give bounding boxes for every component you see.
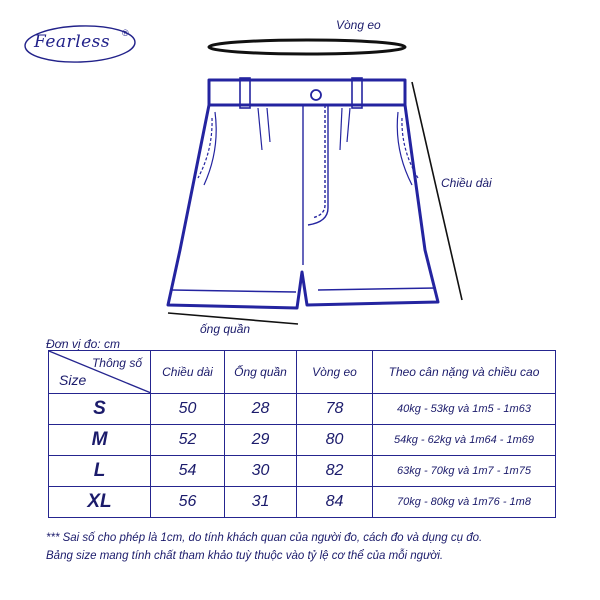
- header-fit: Theo cân nặng và chiều cao: [373, 351, 556, 394]
- fit-cell: 63kg - 70kg và 1m7 - 1m75: [373, 456, 556, 487]
- length-measure-line: [412, 82, 462, 300]
- size-cell: L: [49, 456, 151, 487]
- fit-cell: 40kg - 53kg và 1m5 - 1m63: [373, 394, 556, 425]
- length-cell: 56: [151, 487, 225, 518]
- length-cell: 52: [151, 425, 225, 456]
- leg-cell: 31: [225, 487, 297, 518]
- corner-label-size: Size: [59, 372, 87, 388]
- size-cell: M: [49, 425, 151, 456]
- fit-cell: 70kg - 80kg và 1m76 - 1m8: [373, 487, 556, 518]
- leg-cell: 28: [225, 394, 297, 425]
- length-label: Chiều dài: [441, 176, 492, 190]
- leg-label: ống quần: [200, 322, 251, 336]
- waist-cell: 82: [297, 456, 373, 487]
- registered-mark: ®: [122, 28, 129, 38]
- table-row: [49, 425, 556, 456]
- table-header-row: [49, 351, 556, 394]
- fit-cell: 54kg - 62kg và 1m64 - 1m69: [373, 425, 556, 456]
- waist-cell: 78: [297, 394, 373, 425]
- length-cell: 50: [151, 394, 225, 425]
- length-cell: 54: [151, 456, 225, 487]
- size-cell: S: [49, 394, 151, 425]
- corner-cell: [49, 351, 151, 394]
- size-cell: XL: [49, 487, 151, 518]
- leg-cell: 29: [225, 425, 297, 456]
- note-reference: Bảng size mang tính chất tham khảo tuỳ thuộc vào tỷ lệ cơ thể của mỗi người.: [46, 550, 444, 562]
- table-row: [49, 487, 556, 518]
- waist-cell: 84: [297, 487, 373, 518]
- waist-label: Vòng eo: [336, 18, 381, 32]
- corner-label-specs: Thông số: [91, 356, 142, 370]
- logo-text: Fearless: [34, 32, 111, 52]
- waist-measure-ellipse: [209, 40, 405, 54]
- waist-cell: 80: [297, 425, 373, 456]
- header-length: Chiều dài: [151, 351, 225, 394]
- button-icon: [311, 90, 321, 100]
- note-tolerance: *** Sai số cho phép là 1cm, do tính khách quan của người đo, cách đo và dụng cụ đo.: [46, 532, 483, 544]
- table-row: [49, 456, 556, 487]
- unit-label: Đơn vị đo: cm: [46, 337, 120, 351]
- leg-cell: 30: [225, 456, 297, 487]
- header-leg: Ống quần: [225, 351, 297, 394]
- size-table: [48, 350, 556, 518]
- header-waist: Vòng eo: [297, 351, 373, 394]
- table-row: [49, 394, 556, 425]
